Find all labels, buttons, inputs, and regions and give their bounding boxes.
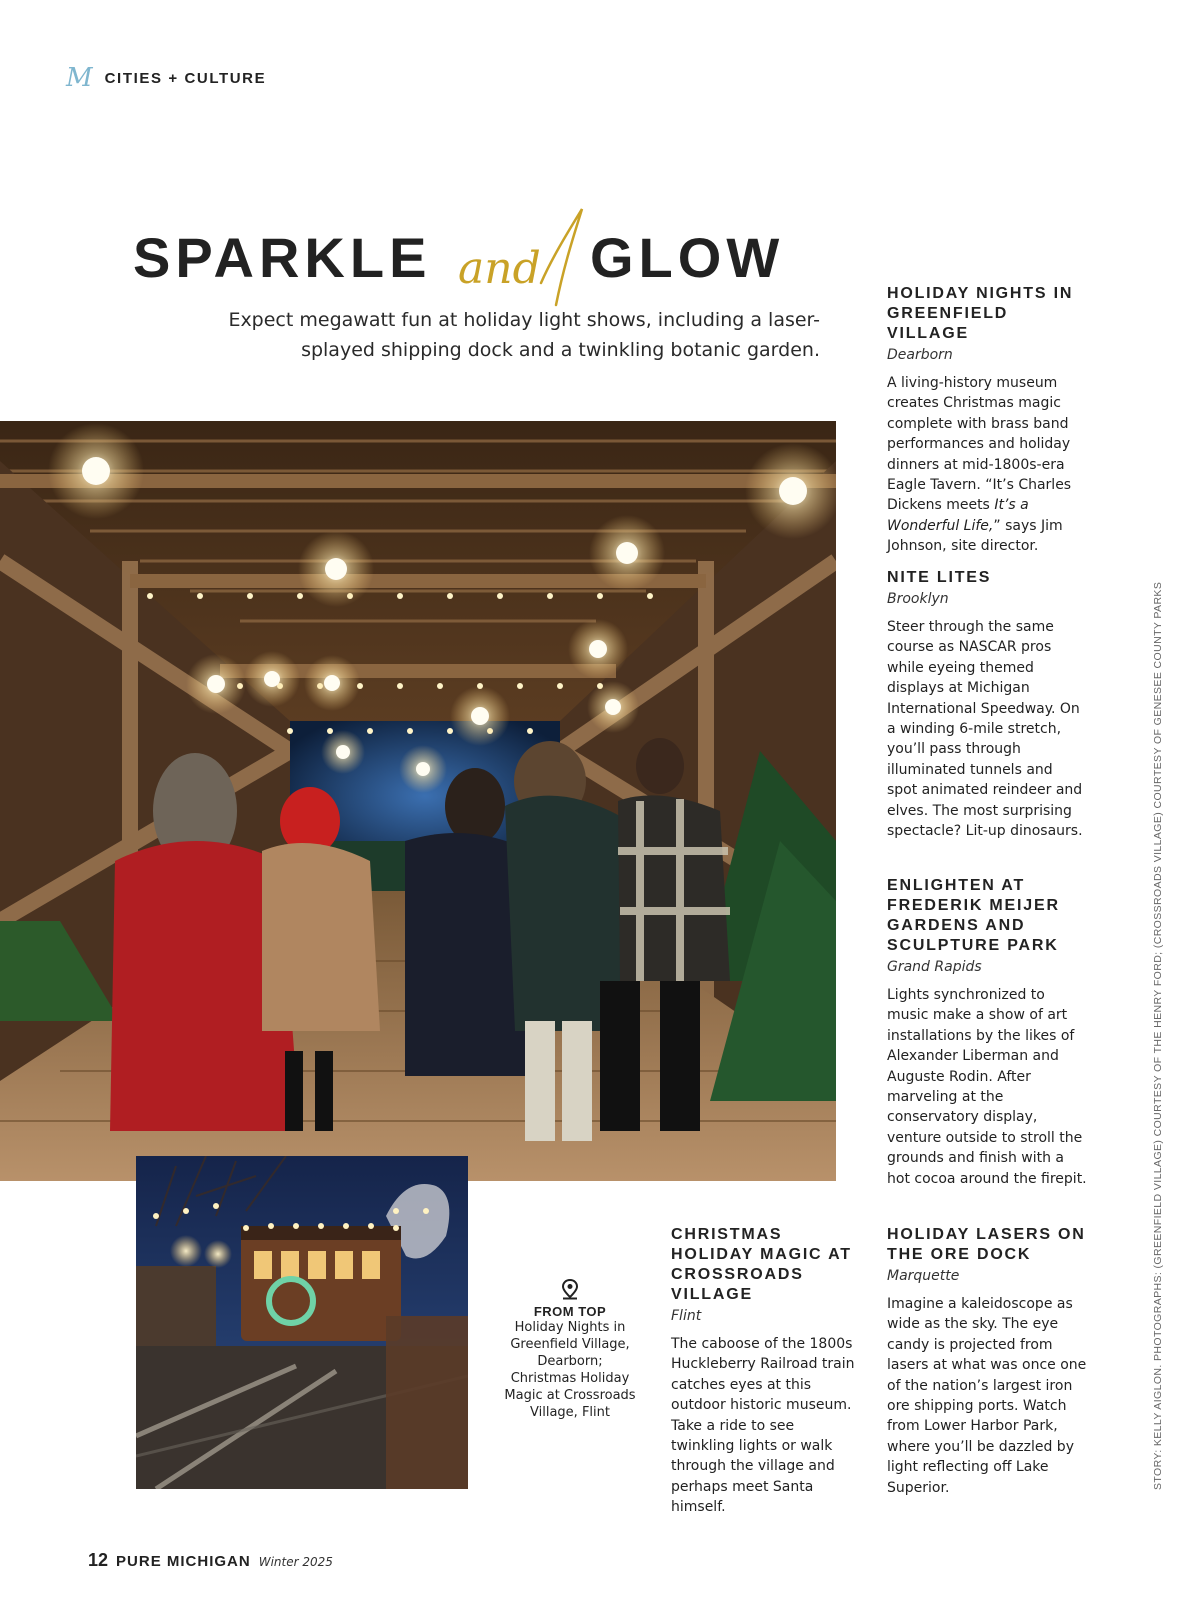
magazine-name: PURE MICHIGAN [116, 1553, 251, 1570]
article-location: Flint [671, 1308, 702, 1324]
article-body: Imagine a kaleidoscope as wide as the sky. The eye candy is projected from lasers at what was once one of the nation’s largest iron ore shipping ports. Watch from Lower Harbor Park, where you’ll be dazzled by light reflecting off Lake Superior. [887, 1296, 1087, 1496]
headline [133, 205, 833, 315]
section-tag [66, 64, 266, 92]
article-location: Marquette [887, 1268, 960, 1284]
brand-mark: M [66, 63, 93, 93]
film-title: It’s a Wonderful Life, [887, 497, 1029, 534]
article-title: HOLIDAY NIGHTS IN GREENFIELD VILLAGE [887, 285, 1074, 342]
article-title: NITE LITES [887, 569, 992, 586]
article-title: CHRISTMAS HOLIDAY MAGIC AT CROSSROADS VILLAGE [671, 1226, 852, 1303]
inset-photo-crossroads-village [136, 1156, 468, 1489]
headline-word-sparkle: SPARKLE [133, 226, 432, 289]
article-ore-dock-lasers [887, 1225, 1087, 1498]
page-number: 12 [88, 1550, 109, 1570]
section-label: CITIES + CULTURE [104, 69, 267, 87]
dek: Expect megawatt fun at holiday light shows, including a laser-splayed shipping dock and a twinkling botanic garden. [228, 309, 820, 361]
article-body: Steer through the same course as NASCAR pros while eyeing themed displays at Michigan International Speedway. On a winding 6-mile stretch, you’ll pass through illuminated tunnels and spot animated reindeer and elves. The most surprising spectacle? Lit-up dinosaurs. [887, 619, 1083, 840]
article-title: HOLIDAY LASERS ON THE ORE DOCK [887, 1226, 1086, 1263]
article-body: A living-history museum creates Christmas magic complete with brass band performances and holiday dinners at mid-1800s-era Eagle Tavern. “It’s Charles Dickens meets It’s a Wonderful Life,” says Jim Johnson, site director. [887, 375, 1072, 555]
article-greenfield-village [887, 284, 1087, 557]
headline-word-glow: GLOW [590, 226, 785, 289]
folio [88, 1550, 333, 1574]
article-nite-lites [887, 568, 1087, 841]
article-meijer-gardens [887, 876, 1087, 1189]
article-crossroads-village [671, 1225, 861, 1518]
article-body: Lights synchronized to music make a show of art installations by the likes of Alexander Liberman and Auguste Rodin. After marveling at the conservatory display, venture outside to stroll the grounds and finish with a hot cocoa around the firepit. [887, 987, 1087, 1187]
svg-text:and: and [458, 243, 541, 294]
train-illustration [136, 1156, 468, 1489]
headline-script-and [456, 205, 586, 310]
article-location: Dearborn [887, 347, 953, 363]
article-location: Grand Rapids [887, 959, 982, 975]
photo-credit: STORY: KELLY AIGLON. PHOTOGRAPHS: (GREENFIELD VILLAGE) COURTESY OF THE HENRY FORD; (CROSSROADS VILLAGE) COURTESY OF GENESEE COUNTY PARKS [1152, 581, 1164, 1490]
caption-heading: FROM TOP [533, 1304, 607, 1319]
article-body: The caboose of the 1800s Huckleberry Railroad train catches eyes at this outdoor historic museum. Take a ride to see twinkling lights or walk through the village and perhaps meet Santa himself. [671, 1336, 855, 1516]
caption-text: Holiday Nights in Greenfield Village, Dearborn; Christmas Holiday Magic at Crossroads Village, Flint [504, 1320, 636, 1420]
photo-caption [495, 1278, 645, 1421]
article-location: Brooklyn [887, 591, 949, 607]
covered-bridge-illustration [0, 421, 836, 1181]
hero-photo-greenfield-village [0, 421, 836, 1181]
map-pin-icon [559, 1278, 581, 1300]
issue-date: Winter 2025 [258, 1555, 333, 1569]
article-title: ENLIGHTEN AT FREDERIK MEIJER GARDENS AND SCULPTURE PARK [887, 877, 1060, 954]
